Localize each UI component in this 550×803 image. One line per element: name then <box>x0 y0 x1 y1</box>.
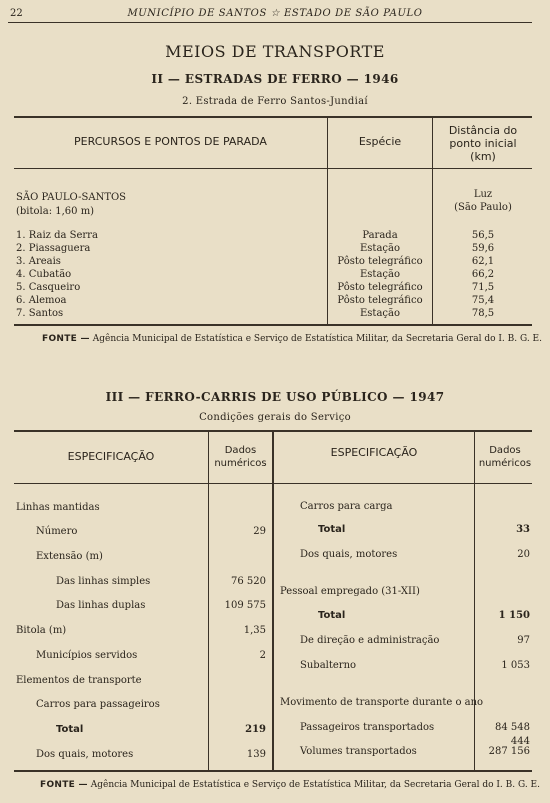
spec-label: Passageiros transportados <box>300 722 435 733</box>
spec-value: 2 <box>259 650 266 661</box>
spec-value: 20 <box>517 549 530 560</box>
spec-label: Elementos de transporte <box>16 675 142 686</box>
spec-value: 139 <box>246 749 266 760</box>
table2-source: FONTE — Agência Municipal de Estatística e Serviço de Estatística Militar, da Secretaria Geral do I. B. G. E. <box>40 780 540 790</box>
page-number: 22 <box>10 8 23 19</box>
table2-col-data-right: Dados numéricos <box>478 445 532 469</box>
section-title: MEIOS DE TRANSPORTE <box>165 42 385 61</box>
table1-col-type: Espécie <box>358 135 402 148</box>
table2-col-spec-right: ESPECIFICAÇÃO <box>330 446 418 459</box>
spec-label: Número <box>36 526 78 537</box>
header-rule <box>8 22 532 23</box>
spec-label: Total <box>56 724 84 735</box>
spec-label: Municípios servidos <box>36 650 138 661</box>
table2-subtitle: Condições gerais do Serviço <box>199 412 351 423</box>
spec-value: 287 156 <box>488 746 530 757</box>
table1-title: II — ESTRADAS DE FERRO — 1946 <box>151 72 399 86</box>
spec-label: Carros para carga <box>300 501 393 512</box>
route-origin: Luz (São Paulo) <box>454 189 512 213</box>
spec-label: Dos quais, motores <box>36 749 134 760</box>
spec-label: Total <box>318 524 346 535</box>
spec-value: 33 <box>516 524 530 535</box>
spec-label: Carros para passageiros <box>36 699 160 710</box>
stop-type: Pôsto telegráfico <box>337 256 423 267</box>
spec-label: Volumes transportados <box>300 746 417 757</box>
spec-label: Das linhas duplas <box>56 600 146 611</box>
spec-label: Bitola (m) <box>16 625 67 636</box>
spec-value: 76 520 <box>231 576 266 587</box>
table2-col-data-left: Dados numéricos <box>214 445 267 469</box>
spec-value: 84 548 444 <box>495 722 530 747</box>
spec-label: De direção e administração <box>300 635 440 646</box>
table2-col-spec-left: ESPECIFICAÇÃO <box>67 450 155 463</box>
table1-col-route: PERCURSOS E PONTOS DE PARADA <box>74 135 267 148</box>
stop-type: Pôsto telegráfico <box>337 295 423 306</box>
table1-source: FONTE — Agência Municipal de Estatística e Serviço de Estatística Militar, da Secretaria Geral do I. B. G. E. <box>42 334 542 344</box>
stop-distance: 71,5 <box>471 282 495 293</box>
stop-distance: 56,5 <box>471 230 495 241</box>
stop-label: 1. Raiz da Serra <box>16 230 98 241</box>
stop-type: Parada <box>362 230 398 241</box>
table1-header-rule <box>14 168 532 169</box>
spec-label: Movimento de transporte durante o ano <box>280 697 484 708</box>
spec-label: Total <box>318 610 346 621</box>
stop-label: 3. Areais <box>16 256 61 267</box>
stop-label: 5. Casqueiro <box>16 282 81 293</box>
stop-label: 7. Santos <box>16 308 64 319</box>
route-name: SÃO PAULO-SANTOS <box>16 192 127 203</box>
spec-label: Dos quais, motores <box>300 549 398 560</box>
spec-value: 97 <box>517 635 530 646</box>
spec-value: 1 150 <box>498 610 530 621</box>
running-title: MUNICÍPIO DE SANTOS ☆ ESTADO DE SÃO PAULO <box>127 8 423 19</box>
stop-label: 4. Cubatão <box>16 269 72 280</box>
table2-col-divider-2 <box>272 432 274 770</box>
stop-label: 6. Alemoa <box>16 295 67 306</box>
table1-bottom-rule <box>14 324 532 326</box>
spec-value: 1 053 <box>501 660 530 671</box>
stop-distance: 75,4 <box>471 295 495 306</box>
table2-title: III — FERRO-CARRIS DE USO PÚBLICO — 1947 <box>105 390 445 404</box>
spec-value: 29 <box>253 526 266 537</box>
spec-label: Das linhas simples <box>56 576 151 587</box>
spec-value: 1,35 <box>243 625 266 636</box>
table1-subtitle: 2. Estrada de Ferro Santos-Jundiaí <box>182 96 368 107</box>
stop-distance: 66,2 <box>471 269 495 280</box>
table2-col-divider-3 <box>474 432 475 770</box>
stop-distance: 62,1 <box>471 256 495 267</box>
table1-top-rule <box>14 116 532 118</box>
stop-type: Estação <box>360 308 400 319</box>
table2-bottom-rule <box>14 770 532 772</box>
stop-distance: 78,5 <box>471 308 495 319</box>
table1-col-distance: Distância do ponto inicial (km) <box>448 124 518 163</box>
route-gauge: (bitola: 1,60 m) <box>16 206 95 217</box>
stop-type: Pôsto telegráfico <box>337 282 423 293</box>
stop-type: Estação <box>360 269 400 280</box>
spec-label: Extensão (m) <box>36 551 103 562</box>
spec-value: 219 <box>245 724 266 735</box>
stop-label: 2. Piassaguera <box>16 243 91 254</box>
spec-label: Pessoal empregado (31-XII) <box>280 586 420 597</box>
spec-label: Subalterno <box>300 660 357 671</box>
stop-distance: 59,6 <box>471 243 495 254</box>
stop-type: Estação <box>360 243 400 254</box>
spec-label: Linhas mantidas <box>16 502 100 513</box>
spec-value: 109 575 <box>224 600 266 611</box>
